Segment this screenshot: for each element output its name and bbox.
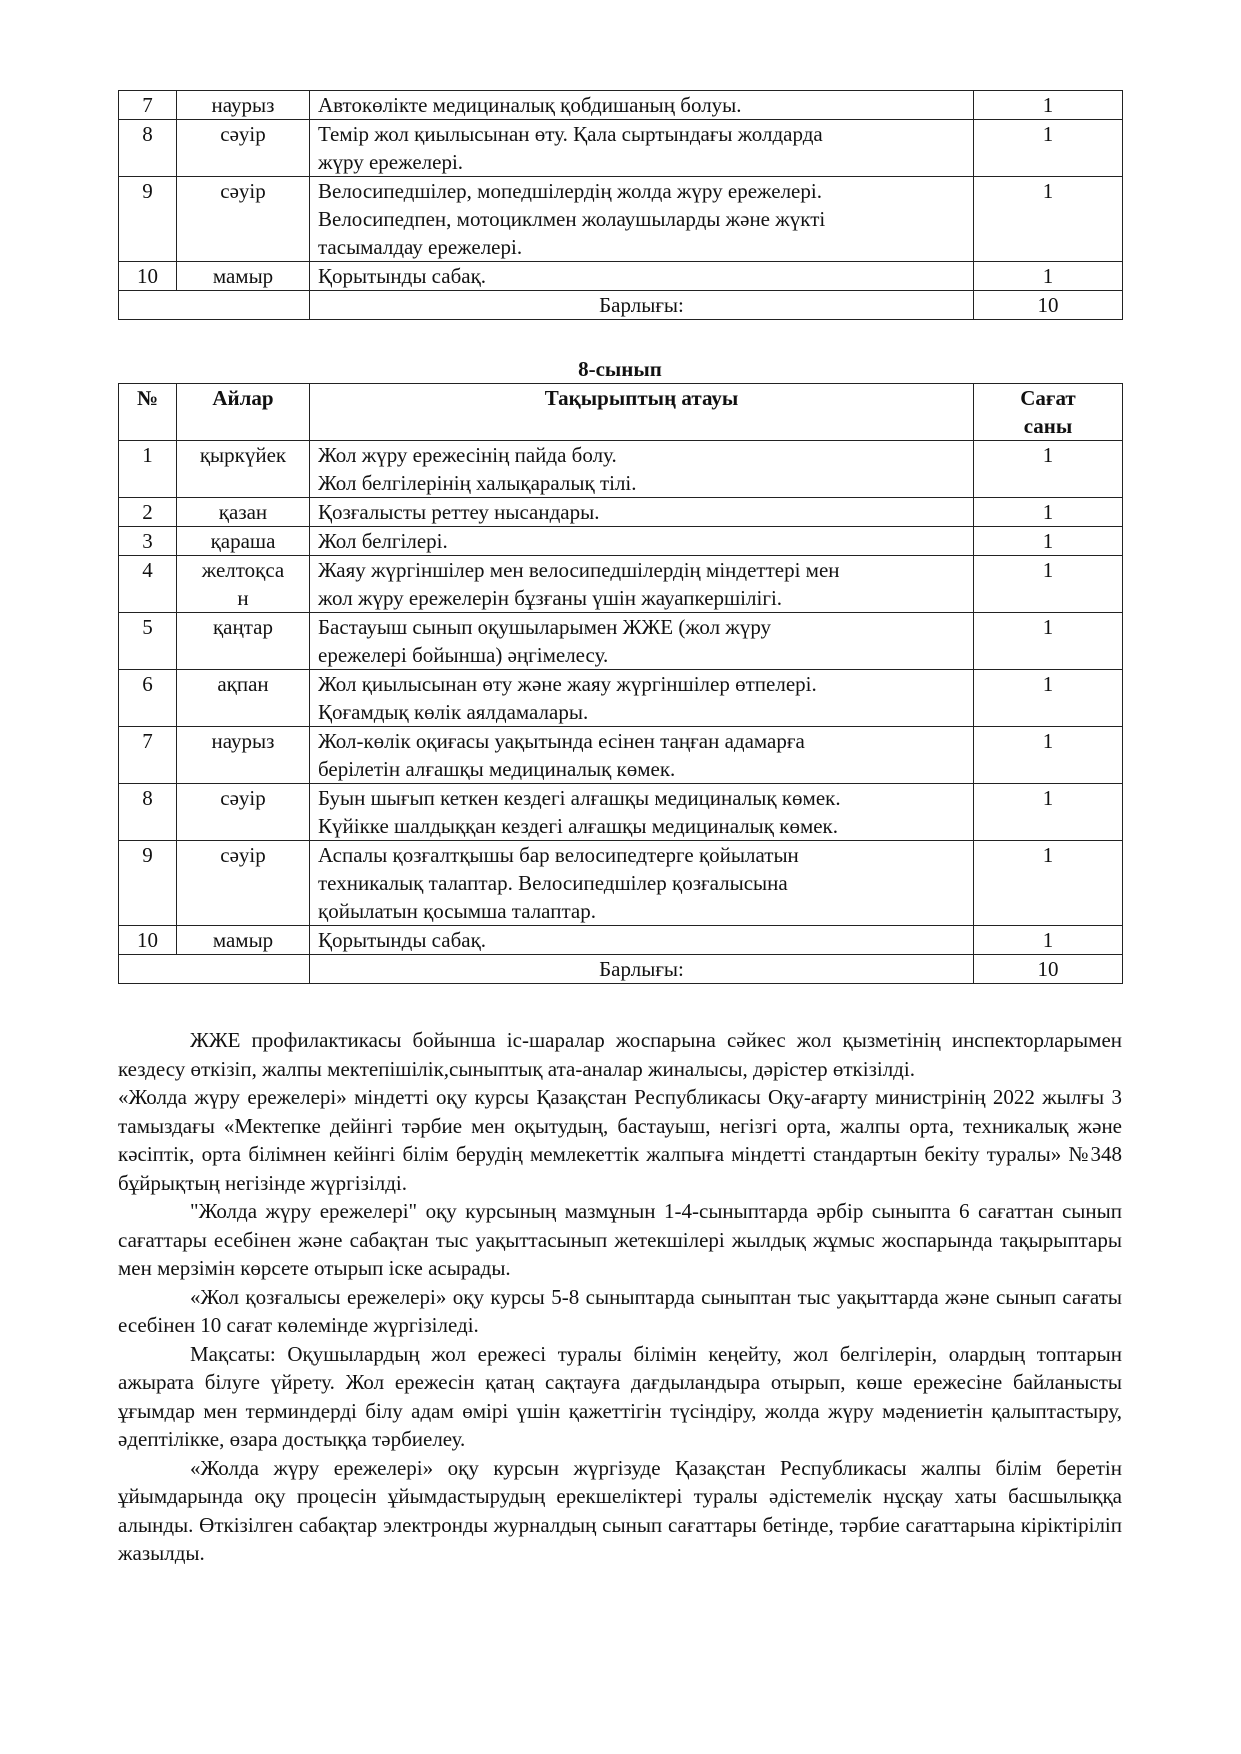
table-row — [119, 670, 1123, 727]
table-row — [119, 177, 1123, 262]
row-hours: 1 — [974, 613, 1123, 670]
row-hours: 1 — [974, 498, 1123, 527]
row-topic-line: тасымалдау ережелері. — [318, 235, 523, 259]
paragraph: ЖЖЕ профилактикасы бойынша іс-шаралар жоспарына сәйкес жол қызметінің инспекторларымен кездесу өткізіп, жалпы мектепішілік,сыныптық ата-аналар жиналысы, дәрістер өткізілді. — [118, 1028, 1122, 1081]
row-number: 1 — [119, 441, 177, 498]
total-row — [119, 955, 1123, 984]
row-month: наурыз — [177, 91, 310, 120]
row-topic — [310, 670, 974, 727]
row-hours: 1 — [974, 926, 1123, 955]
row-month — [177, 841, 310, 926]
header-hours-line1: Сағат — [1020, 386, 1076, 410]
row-topic-line: Күйікке шалдыққан кездегі алғашқы медициналық көмек. — [318, 814, 839, 838]
row-topic-line: Жол белгілері. — [318, 529, 448, 553]
row-topic-line: берілетін алғашқы медициналық көмек. — [318, 757, 676, 781]
row-number: 8 — [119, 784, 177, 841]
row-month-line: қазан — [218, 500, 268, 524]
row-topic-line: Жол қиылысынан өту және жаяу жүргіншілер өтпелері. — [318, 672, 817, 696]
row-number: 7 — [119, 91, 177, 120]
paragraph: Мақсаты: Оқушылардың жол ережесі туралы білімін кеңейту, жол белгілерін, олардың топтарын ажырата білуге үйрету. Жол ережесін қатаң сақтауға дағдыландыра отырып, көше ережесіне байланысты ұғымдар мен терминдерді білу адам өмірі үшін қажеттігін түсіндіру, жолда жүру мәдениетін қалыптастыру, әдептілікке, өзара достыққа тәрбиелеу. — [118, 1341, 1122, 1451]
row-hours: 1 — [974, 841, 1123, 926]
row-topic — [310, 556, 974, 613]
row-number: 7 — [119, 727, 177, 784]
row-topic-line: жүру ережелері. — [318, 150, 464, 174]
header-hours — [974, 384, 1123, 441]
row-topic-line: Темір жол қиылысынан өту. Қала сыртындағы жолдарда — [318, 122, 823, 146]
row-topic-line: Қоғамдық көлік аялдамалары. — [318, 700, 589, 724]
row-topic-line: жол жүру ережелерін бұзғаны үшін жауапкершілігі. — [318, 586, 783, 610]
table-row — [119, 613, 1123, 670]
table-body — [119, 441, 1123, 984]
paragraph: «Жолда жүру ережелері» міндетті оқу курсы Қазақстан Республикасы Оқу-ағарту министрінің 2022 жылғы 3 тамыздағы «Мектепке дейінгі тәрбие мен оқытудың, бастауыш, негізгі орта, жалпы орта, техникалық және кәсіптік, орта білімнен кейінгі білім берудің мемлекеттік жалпыға міндетті стандартын бекіту туралы» №348 бұйрықтың негізінде жүргізілді. — [118, 1085, 1122, 1195]
row-month — [177, 556, 310, 613]
table-row — [119, 498, 1123, 527]
row-number: 3 — [119, 527, 177, 556]
curriculum-table-continued — [118, 90, 1123, 320]
row-topic-line: Жаяу жүргіншілер мен велосипедшілердің міндеттері мен — [318, 558, 840, 582]
row-month — [177, 926, 310, 955]
header-topic: Тақырыптың атауы — [310, 384, 974, 441]
table-body — [119, 91, 1123, 320]
total-row — [119, 291, 1123, 320]
row-month-line: сәуір — [220, 786, 266, 810]
section-title-grade-8: 8-сынып — [578, 357, 662, 381]
table-header — [119, 384, 1123, 441]
paragraph: "Жолда жүру ережелері" оқу курсының мазмұнын 1-4-сыныптарда әрбір сыныпта 6 сағаттан сынып сағаттары есебінен және сабақтан тыс уақыттасынып жетекшілері жылдық жұмыс жоспарында тақырыптары мен мерзімін көрсете отырып іске асырады. — [118, 1199, 1122, 1280]
row-month — [177, 670, 310, 727]
row-hours: 1 — [974, 120, 1123, 177]
row-number: 2 — [119, 498, 177, 527]
table-row — [119, 727, 1123, 784]
row-topic-line: Жол белгілерінің халықаралық тілі. — [318, 471, 637, 495]
row-month-line: қаңтар — [212, 615, 274, 639]
row-topic-line: Жол-көлік оқиғасы уақытында есінен таңған адамарға — [318, 729, 805, 753]
row-month — [177, 784, 310, 841]
row-hours: 1 — [974, 177, 1123, 262]
row-hours: 1 — [974, 527, 1123, 556]
row-topic-line: Қозғалысты реттеу нысандары. — [318, 500, 600, 524]
row-month-line: мамыр — [212, 928, 274, 952]
row-topic — [310, 262, 974, 291]
header-number: № — [119, 384, 177, 441]
row-number: 8 — [119, 120, 177, 177]
row-month — [177, 727, 310, 784]
row-month-line: сәуір — [220, 843, 266, 867]
table-row — [119, 441, 1123, 498]
row-number: 9 — [119, 841, 177, 926]
row-number: 9 — [119, 177, 177, 262]
row-hours: 1 — [974, 556, 1123, 613]
row-hours: 1 — [974, 727, 1123, 784]
row-month-line: н — [237, 586, 249, 610]
row-month-line: қыркүйек — [199, 443, 287, 467]
header-row — [119, 384, 1123, 441]
paragraph: «Жол қозғалысы ережелері» оқу курсы 5-8 сыныптарда сыныптан тыс уақыттарда және сынып сағаты есебінен 10 сағат көлемінде жүргізіледі. — [118, 1284, 1122, 1337]
row-topic-line: Автокөлікте медициналық қобдишаның болуы. — [318, 93, 742, 117]
row-topic-line: Велосипедшілер, мопедшілердің жолда жүру ережелері. — [318, 179, 822, 203]
total-label: Барлығы: — [310, 955, 974, 984]
row-topic — [310, 926, 974, 955]
paragraph: «Жолда жүру ережелері» оқу курсын жүргізуде Қазақстан Республикасы жалпы білім беретін ұйымдарында оқу процесін ұйымдастырудың ерекшеліктері туралы әдістемелік нұсқау хаты басшылыққа алынды. Өткізілген сабақтар электронды журналдың сынып сағаттары бетінде, тәрбие сағаттарына кіріктіріліп жазылды. — [118, 1455, 1122, 1565]
row-hours: 1 — [974, 262, 1123, 291]
row-topic — [310, 498, 974, 527]
total-label: Барлығы: — [310, 291, 974, 320]
row-month — [177, 441, 310, 498]
total-blank — [119, 955, 310, 984]
body-text — [118, 1026, 1122, 1568]
row-topic-line: техникалық талаптар. Велосипедшілер қозғалысына — [318, 871, 788, 895]
row-topic — [310, 91, 974, 120]
table-row — [119, 262, 1123, 291]
row-number: 5 — [119, 613, 177, 670]
row-topic-line: Қорытынды сабақ. — [318, 264, 487, 288]
row-month-line: желтоқса — [201, 558, 285, 582]
row-topic — [310, 527, 974, 556]
row-month — [177, 527, 310, 556]
row-topic-line: Велосипедпен, мотоциклмен жолаушыларды және жүкті — [318, 207, 826, 231]
row-number: 6 — [119, 670, 177, 727]
row-topic — [310, 727, 974, 784]
row-topic-line: Жол жүру ережесінің пайда болу. — [318, 443, 617, 467]
row-number: 10 — [119, 926, 177, 955]
row-topic — [310, 841, 974, 926]
row-topic — [310, 784, 974, 841]
row-topic-line: Аспалы қозғалтқышы бар велосипедтерге қойылатын — [318, 843, 799, 867]
row-number: 10 — [119, 262, 177, 291]
total-blank — [119, 291, 310, 320]
table-row — [119, 91, 1123, 120]
header-months: Айлар — [177, 384, 310, 441]
row-month: сәуір — [177, 120, 310, 177]
row-topic — [310, 441, 974, 498]
row-month: мамыр — [177, 262, 310, 291]
table-row — [119, 556, 1123, 613]
row-month-line: қараша — [210, 529, 276, 553]
row-topic-line: қойылатын қосымша талаптар. — [318, 899, 596, 923]
row-topic — [310, 613, 974, 670]
row-hours: 1 — [974, 670, 1123, 727]
total-value: 10 — [974, 291, 1123, 320]
row-topic-line: Буын шығып кеткен кездегі алғашқы медициналық көмек. — [318, 786, 841, 810]
row-topic — [310, 177, 974, 262]
row-month — [177, 498, 310, 527]
table-row — [119, 527, 1123, 556]
row-hours: 1 — [974, 441, 1123, 498]
total-value: 10 — [974, 955, 1123, 984]
row-month: сәуір — [177, 177, 310, 262]
row-month — [177, 613, 310, 670]
curriculum-table-grade-8 — [118, 383, 1123, 984]
table-row — [119, 841, 1123, 926]
row-topic-line: Бастауыш сынып оқушыларымен ЖЖЕ (жол жүру — [318, 615, 772, 639]
table-row — [119, 784, 1123, 841]
row-hours: 1 — [974, 91, 1123, 120]
row-month-line: наурыз — [211, 729, 275, 753]
row-topic-line: Қорытынды сабақ. — [318, 928, 487, 952]
row-topic — [310, 120, 974, 177]
table-row — [119, 926, 1123, 955]
header-hours-line2: саны — [1023, 414, 1073, 438]
table-row — [119, 120, 1123, 177]
row-hours: 1 — [974, 784, 1123, 841]
row-number: 4 — [119, 556, 177, 613]
row-topic-line: ережелері бойынша) әңгімелесу. — [318, 643, 609, 667]
row-month-line: ақпан — [217, 672, 269, 696]
